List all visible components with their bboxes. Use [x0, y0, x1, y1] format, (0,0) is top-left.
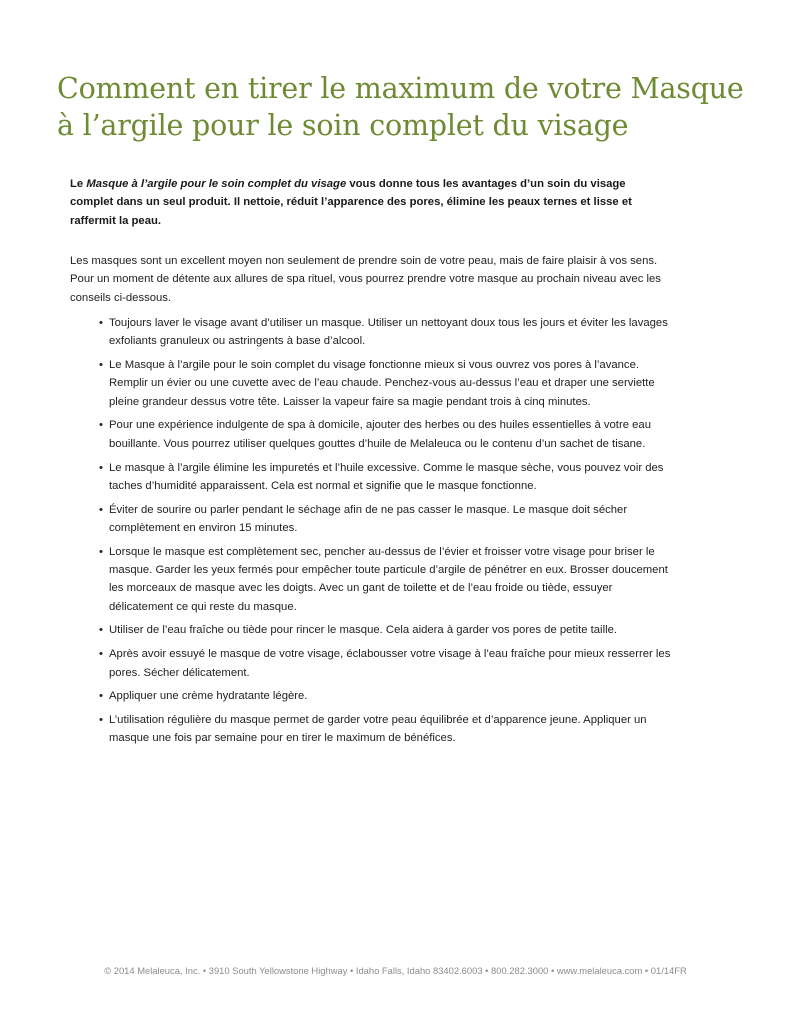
- tip-text: Lorsque le masque est complètement sec, pencher au-dessus de l’évier et froisser votre visage pour briser le masque. Garder les yeux fermés pour empêcher toute particule d’argile de pénétrer en eux. Brosser doucement les morceaux de masque avec les doigts. Avec un gant de toilette et de l’eau froide ou tiède, essuyer délicatement ce qui reste du masque.: [109, 545, 668, 613]
- list-item: [99, 711, 679, 748]
- list-item: [99, 459, 679, 496]
- bullet-icon: •: [99, 317, 103, 329]
- bullet-icon: •: [99, 545, 103, 558]
- tip-text: Éviter de sourire ou parler pendant le séchage afin de ne pas casser le masque. Le masque doit sécher complètement en environ 15 minutes.: [109, 503, 628, 534]
- list-item: [99, 356, 679, 411]
- page-title: Comment en tirer le maximum de votre Masque à l’argile pour le soin complet du visage: [57, 72, 744, 142]
- intro-prefix: Le: [70, 178, 87, 190]
- tip-text: Appliquer une crème hydratante légère.: [109, 690, 308, 703]
- tips-list: [99, 314, 679, 753]
- bullet-icon: •: [99, 461, 103, 474]
- bullet-icon: •: [99, 690, 103, 703]
- list-item: [99, 501, 679, 538]
- tip-text: Le Masque à l’argile pour le soin complet du visage fonctionne mieux si vous ouvrez vos pores à l’avance. Remplir un évier ou une cuvette avec de l’eau chaude. Penchez-vous au-dessus l’eau et draper une serviette pleine grandeur dessus votre tête. Laisser la vapeur faire sa magie pendant trois à cinq minutes.: [109, 359, 655, 408]
- bullet-icon: •: [99, 359, 103, 372]
- list-item: [99, 621, 679, 639]
- bullet-icon: •: [99, 624, 103, 637]
- bullet-icon: •: [99, 419, 103, 432]
- tip-text: L’utilisation régulière du masque permet de garder votre peau équilibrée et d’apparence jeune. Appliquer un masque une fois par semaine pour en tirer le maximum de bénéfices.: [109, 714, 647, 745]
- tip-text: Après avoir essuyé le masque de votre visage, éclabousser votre visage à l’eau fraîche pour mieux resserrer les pores. Sécher délicatement.: [109, 648, 671, 679]
- list-item: [99, 416, 679, 453]
- bullet-icon: •: [99, 648, 103, 661]
- lead-paragraph: Les masques sont un excellent moyen non seulement de prendre soin de votre peau, mais de faire plaisir à vos sens. Pour un moment de détente aux allures de spa rituel, vous pourrez prendre votre masque au prochain niveau avec les conseils ci-dessous.: [70, 255, 661, 304]
- footer-text: © 2014 Melaleuca, Inc. • 3910 South Yellowstone Highway • Idaho Falls, Idaho 83402.6003 • 800.282.3000 • www.melaleuca.com • 01/14FR: [104, 965, 687, 976]
- intro-product-name: Masque à l’argile pour le soin complet du visage: [86, 178, 347, 190]
- intro-rest: vous donne tous les avantages d’un soin du visage complet dans un seul produit. Il nettoie, réduit l’apparence des pores, élimine les peaux ternes et lisse et raffermit la peau.: [70, 178, 632, 227]
- bullet-icon: •: [99, 714, 103, 727]
- tip-text: Toujours laver le visage avant d’utiliser un masque. Utiliser un nettoyant doux tous les jours et éviter les lavages exfoliants granuleux ou astringents à base d’alcool.: [109, 317, 668, 348]
- intro-paragraph: [70, 175, 670, 230]
- list-item: [99, 687, 679, 705]
- list-item: [99, 314, 679, 351]
- list-item: [99, 543, 679, 616]
- tip-text: Pour une expérience indulgente de spa à domicile, ajouter des herbes ou des huiles essentielles à votre eau bouillante. Vous pourrez utiliser quelques gouttes d’huile de Melaleuca ou le contenu d’un sachet de tisane.: [109, 419, 651, 450]
- list-item: [99, 645, 679, 682]
- tip-text: Utiliser de l’eau fraîche ou tiède pour rincer le masque. Cela aidera à garder vos pores de petite taille.: [109, 624, 618, 637]
- bullet-icon: •: [99, 503, 103, 516]
- tip-text: Le masque à l’argile élimine les impuretés et l’huile excessive. Comme le masque sèche, vous pouvez voir des taches d’humidité apparaissent. Cela est normal et signifie que le masque fonctionne.: [109, 461, 664, 492]
